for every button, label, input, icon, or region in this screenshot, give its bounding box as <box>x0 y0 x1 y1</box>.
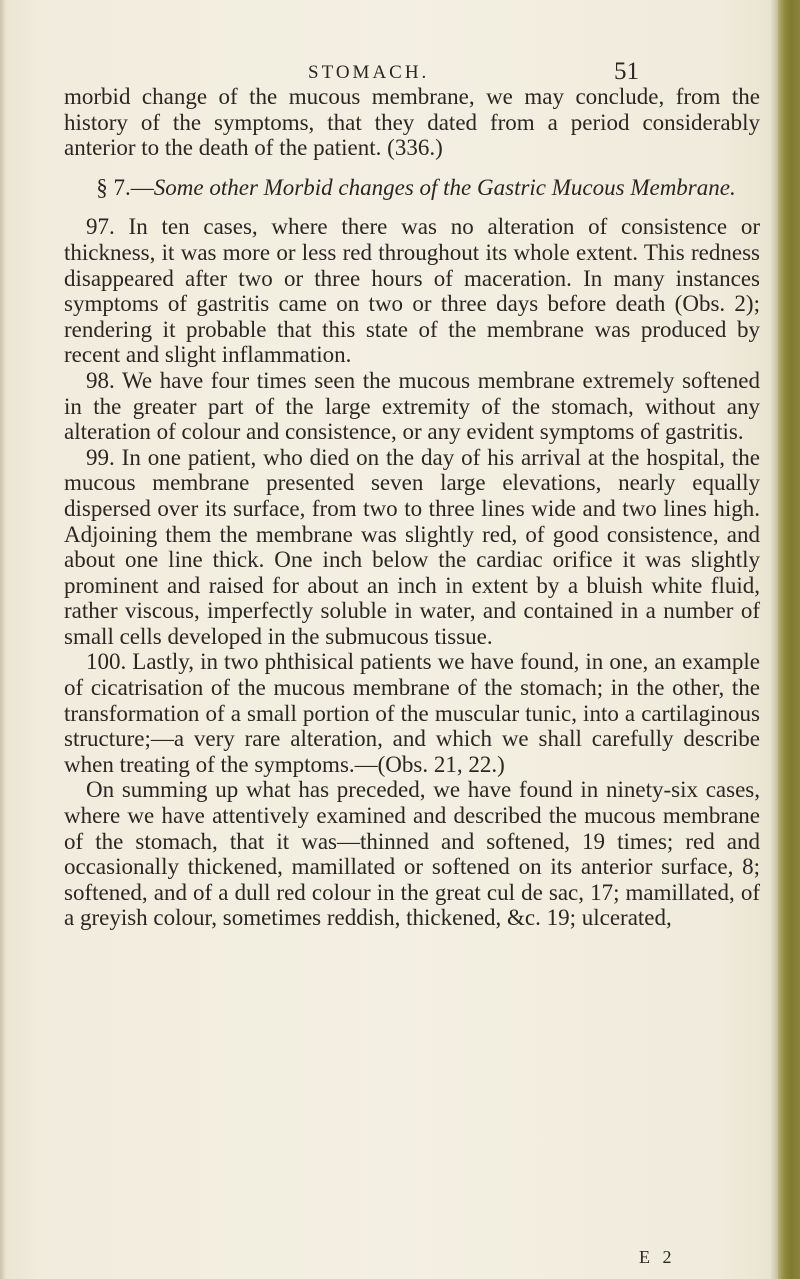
running-head-title: STOMACH. <box>308 62 430 83</box>
page-edge-binding <box>778 0 800 1279</box>
paragraph-summary: On summing up what has preceded, we have found in ninety-six cases, where we have attentively examined and described the mucous membrane of the stomach, that it was—thinned and softened, 19 times; red and occasionally thickened, mamillated or softened on its anterior surface, 8; softened, and of a dull red colour in the great cul de sac, 17; mamillated, of a greyish colour, sometimes reddish, thickened, &c. 19; ulcerated, <box>64 777 760 931</box>
section-number: § 7.— <box>96 174 154 200</box>
signature-mark: E 2 <box>639 1247 676 1267</box>
paragraph-continued: morbid change of the mucous membrane, we may conclude, from the history of the symptoms, that they dated from a period considerably anterior to the death of the patient. (336.) <box>64 84 760 161</box>
paragraph-number: 99. <box>86 444 115 470</box>
page-edge-shade <box>770 0 778 1279</box>
section-heading <box>64 175 760 201</box>
paragraph-text: In ten cases, where there was no alteration of consistence or thickness, it was more or less red throughout its whole extent. This redness disappeared after two or three hours of maceration. In many instances symptoms of gastritis came on two or three days before death (Obs. 2); rendering it probable that this state of the membrane was produced by recent and slight inflammation. <box>64 214 761 368</box>
paragraph-99 <box>64 445 760 650</box>
paragraph-text: We have four times seen the mucous membrane extremely softened in the greater part of the large extremity of the stomach, without any alteration of colour and consistence, or any evident symptoms of gastritis. <box>64 367 760 445</box>
paragraph-number: 100. <box>86 649 127 675</box>
section-title: Some other Morbid changes of the Gastric Mucous Membrane. <box>153 174 736 200</box>
paragraph-number: 97. <box>86 214 115 240</box>
paragraph-98 <box>64 368 760 445</box>
page-number: 51 <box>614 58 639 85</box>
paragraph-100 <box>64 649 760 777</box>
paragraph-text: In one patient, who died on the day of his arrival at the hospital, the mucous membrane presented seven large elevations, nearly equally dispersed over its surface, from two to three lines wide and two lines high. Adjoining them the membrane was slightly red, of good consistence, and about one line thick. One inch below the cardiac orifice it was slightly prominent and raised for about an inch in extent by a bluish white fluid, rather viscous, imperfectly soluble in water, and contained in a number of small cells developed in the submucous tissue. <box>64 444 761 649</box>
paragraph-number: 98. <box>86 367 115 393</box>
paragraph-97 <box>64 214 760 368</box>
paragraph-text: Lastly, in two phthisical patients we have found, in one, an example of cicatrisation of the mucous membrane of the stomach; in the other, the transformation of a small portion of the muscular tunic, into a cartilaginous structure;—a very rare alteration, and which we shall carefully describe when treating of the symptoms.—(Obs. 21, 22.) <box>64 649 760 777</box>
page-gutter-shadow <box>0 0 6 1279</box>
body-text <box>64 84 760 931</box>
